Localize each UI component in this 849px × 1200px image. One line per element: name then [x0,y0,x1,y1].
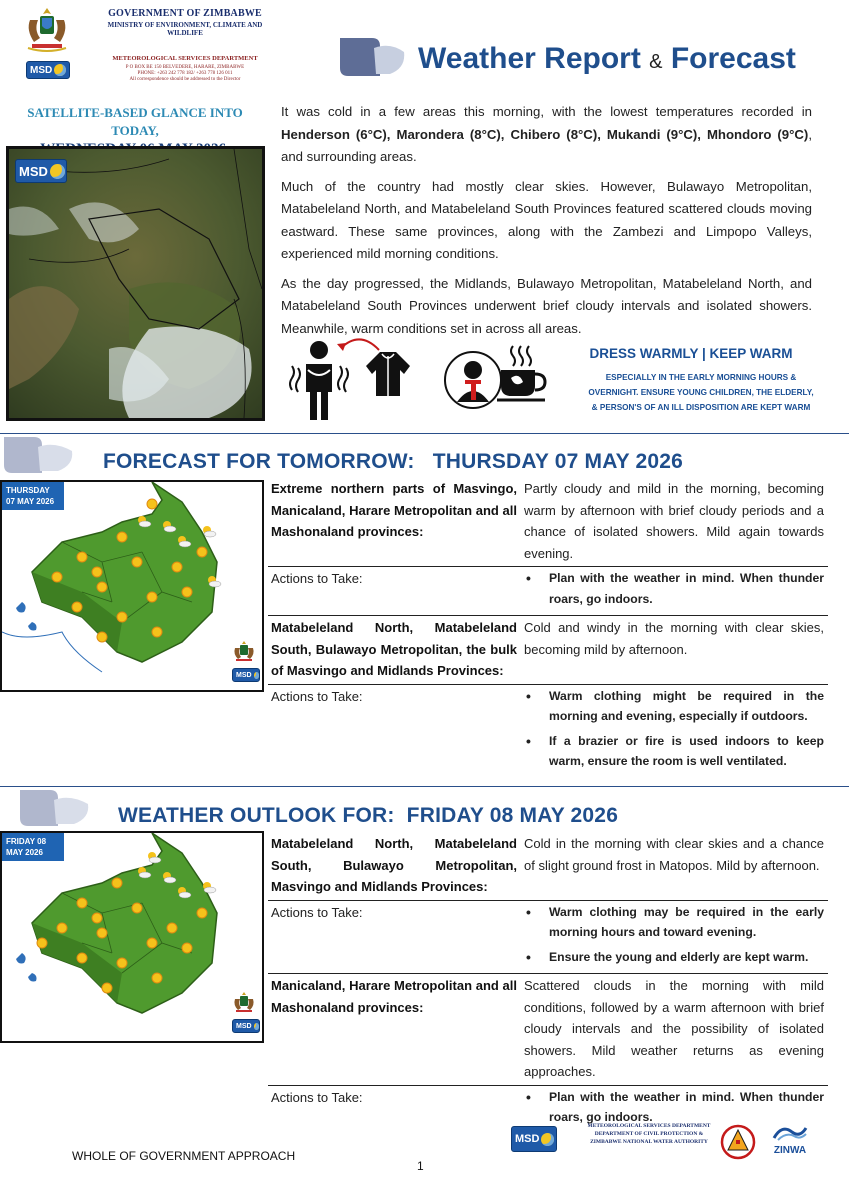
partly-cloudy-icon [203,526,216,537]
outlook-region-2: Manicaland, Harare Metropolitan and all Mashonaland provinces: [271,978,517,1015]
intro-text [281,101,812,347]
partner-line-2: DEPARTMENT OF CIVIL PROTECTION & [594,1131,704,1137]
outlook-region-row [268,832,828,901]
footer-msd-logo [511,1126,557,1152]
zinwa-text: ZINWA [773,1145,807,1156]
msd-logo [26,61,70,79]
partner-line-1: METEOROLOGICAL SERVICES DEPARTMENT [587,1123,711,1129]
hot-drink-icon [497,344,547,409]
satellite-msd-logo-text: MSD [19,163,48,179]
partners-text [584,1122,714,1146]
sun-icon [147,592,157,602]
advisory-line-1: ESPECIALLY IN THE EARLY MORNING HOURS & [605,373,797,382]
section-divider [0,786,849,787]
sun-icon [50,164,65,179]
forecast-actions-2 [520,685,828,778]
forecast-table [268,477,828,778]
sun-icon [197,547,207,557]
intro-paragraph-2: Much of the country had mostly clear skies. However, Bulawayo Metropolitan, Matabeleland North, and Matabeleland South Provinces featured scattered clouds moving eastward. These same provinces, along with the Zambezi and Limpopo Valleys, experienced mild morning conditions. [281,178,812,261]
sun-icon [52,572,62,582]
sun-icon [117,612,127,622]
outlook-region-row [268,974,828,1086]
sun-icon [54,64,66,76]
forecast-brand-icon [4,437,78,478]
coat-of-arms-icon [232,991,256,1020]
jacket-icon [366,350,410,403]
outlook-region-1: Matabeleland North, Matabeleland South, Bulawayo Metropolitan, Masvingo and Midlands Provinces: [271,836,517,894]
sun-icon [92,567,102,577]
intro-lowest-temperatures: Henderson (6°C), Marondera (8°C), Chibero (8°C), Mukandi (9°C), Mhondoro (9°C) [281,126,809,142]
forecast-action-item: • Plan with the weather in mind. When thunder roars, go indoors. [524,568,824,609]
forecast-action-item: • If a brazier or fire is used indoors to keep warm, ensure the room is well ventilated. [524,731,824,772]
page-number: 1 [417,1159,424,1173]
sun-icon [254,672,259,679]
sun-icon [97,928,107,938]
forecast-action-item: • Warm clothing might be required in the morning and evening, especially if outdoors. [524,686,824,727]
outlook-map-msd-logo [232,1019,260,1033]
government-title: GOVERNMENT OF ZIMBABWE [108,8,262,19]
sun-icon [147,499,157,509]
sun-icon [97,582,107,592]
outlook-action-item: • Plan with the weather in mind. When thunder roars, go indoors. [524,1087,824,1128]
sun-icon [77,552,87,562]
sun-icon [541,1133,554,1146]
outlook-brand-icon [20,790,94,831]
satellite-caption-line1: SATELLITE-BASED GLANCE INTO TODAY, [27,105,243,138]
advisory-text [576,370,826,415]
outlook-map-label: FRIDAY 08 MAY 2026 [2,833,64,861]
sun-icon [92,913,102,923]
sun-icon [254,1023,259,1030]
section-divider [0,433,849,434]
report-title-ampersand: & [649,51,663,73]
forecast-actions-label-2: Actions to Take: [271,688,363,704]
report-title-part1: Weather Report [418,42,641,75]
outlook-actions-row [268,901,828,975]
forecast-map-msd-text: MSD [236,671,252,679]
sun-icon [77,953,87,963]
sun-icon [72,602,82,612]
water-wave-icon [770,1124,810,1142]
outlook-action-item: • Ensure the young and elderly are kept warm. [524,947,824,968]
sun-icon [152,627,162,637]
sun-icon [172,562,182,572]
outlook-map-svg [2,833,262,1041]
intro-paragraph-1-start: It was cold in a few areas this morning, with the lowest temperatures recorded in [281,104,812,119]
forecast-actions-row [268,685,828,778]
department-name: METEOROLOGICAL SERVICES DEPARTMENT [112,55,258,62]
forecast-region-row [268,477,828,567]
forecast-heading-label: FORECAST FOR TOMORROW: [103,450,415,473]
sun-icon [97,632,107,642]
sun-icon [77,898,87,908]
sun-icon [132,557,142,567]
scarf-person-icon [443,350,503,415]
forecast-map-msd-logo [232,668,260,682]
forecast-actions-1 [520,567,828,615]
sun-icon [132,903,142,913]
intro-paragraph-1-end: , and surrounding areas. [281,126,812,164]
zinwa-logo [764,1124,816,1156]
advisory-title: DRESS WARMLY | KEEP WARM [589,346,793,361]
outlook-heading-label: WEATHER OUTLOOK FOR: [118,804,395,827]
sun-icon [57,923,67,933]
report-title-part2: Forecast [670,42,796,75]
forecast-map-label: THURSDAY 07 MAY 2026 [2,482,64,510]
outlook-action-item: • Warm clothing may be required in the early morning hours and toward evening. [524,902,824,943]
forecast-heading [103,450,683,474]
partner-line-3: ZIMBABWE NATIONAL WATER AUTHORITY [590,1139,708,1145]
outlook-actions-label-1: Actions to Take: [271,904,363,920]
outlook-map [0,831,264,1043]
department-phone: PHONE: +263 242 778 182/ +263 778 126 011 [137,71,233,76]
forecast-text-2: Cold and windy in the morning with clear skies, becoming mild by afternoon. [524,620,824,657]
forecast-map [0,480,264,692]
intro-paragraph-1 [281,101,812,169]
report-brand-icon [340,38,410,83]
ministry-name: MINISTRY OF ENVIRONMENT, CLIMATE AND WILDLIFE [107,21,263,37]
forecast-text-1: Partly cloudy and mild in the morning, becoming warm by afternoon with brief cloudy periods and a chance of isolated showers. Mild again towards evening. [524,481,824,561]
outlook-actions-label-2: Actions to Take: [271,1089,363,1105]
forecast-region-2: Matabeleland North, Matabeleland South, Bulawayo Metropolitan, the bulk of Masvingo and Midlands Provinces: [271,620,517,678]
outlook-heading-date: FRIDAY 08 MAY 2026 [406,804,619,827]
outlook-text-1: Cold in the morning with clear skies and a chance of slight ground frost in Matopos. Mild by afternoon. [524,836,824,873]
sun-icon [167,923,177,933]
partly-cloudy-icon [148,852,161,863]
satellite-msd-logo [15,159,67,183]
partly-cloudy-icon [208,576,221,587]
forecast-map-svg [2,482,262,690]
satellite-image [6,146,265,421]
correspondence-note: All correspondence should be addressed to the Director [129,77,241,82]
outlook-actions-1 [520,901,828,974]
outlook-heading [118,804,618,828]
outlook-table [268,832,828,1134]
sun-icon [147,938,157,948]
coat-of-arms-icon [232,640,256,669]
sun-icon [182,587,192,597]
forecast-region-1: Extreme northern parts of Masvingo, Manicaland, Harare Metropolitan and all Mashonaland provinces: [271,481,517,539]
partly-cloudy-icon [203,882,216,893]
outlook-text-2: Scattered clouds in the morning with mild conditions, followed by a warm afternoon with brief cloudy intervals and the possibility of isolated showers. Mild weather returns as evening approaches. [524,978,824,1079]
outlook-map-msd-text: MSD [236,1022,252,1030]
sun-icon [182,943,192,953]
sun-icon [37,938,47,948]
forecast-region-row [268,616,828,685]
sun-icon [117,958,127,968]
sun-icon [197,908,207,918]
sun-icon [102,983,112,993]
sun-icon [112,878,122,888]
forecast-actions-row [268,567,828,616]
advisory-line-2: OVERNIGHT. ENSURE YOUNG CHILDREN, THE ELDERLY, [588,388,814,397]
footer-msd-logo-text: MSD [515,1133,540,1145]
forecast-heading-date: THURSDAY 07 MAY 2026 [432,450,684,473]
civil-protection-logo [720,1124,756,1165]
zimbabwe-coat-of-arms-logo [22,6,72,54]
whole-of-government-text: WHOLE OF GOVERNMENT APPROACH [72,1149,296,1163]
msd-logo-text: MSD [30,64,53,76]
sun-icon [117,532,127,542]
department-address: P O BOX BE 150 BELVEDERE, HARARE, ZIMBABWE [125,65,245,70]
sun-icon [152,973,162,983]
forecast-actions-label-1: Actions to Take: [271,571,363,586]
report-title [418,42,796,76]
advisory-line-3: & PERSON'S OF AN ILL DISPOSITION ARE KEPT WARM [591,403,811,412]
intro-paragraph-3: As the day progressed, the Midlands, Bulawayo Metropolitan, Matabeleland North, and Matabeleland South Provinces underwent brief cloudy intervals and isolated showers. Meanwhile, warm conditions set in across all areas. [281,275,812,336]
